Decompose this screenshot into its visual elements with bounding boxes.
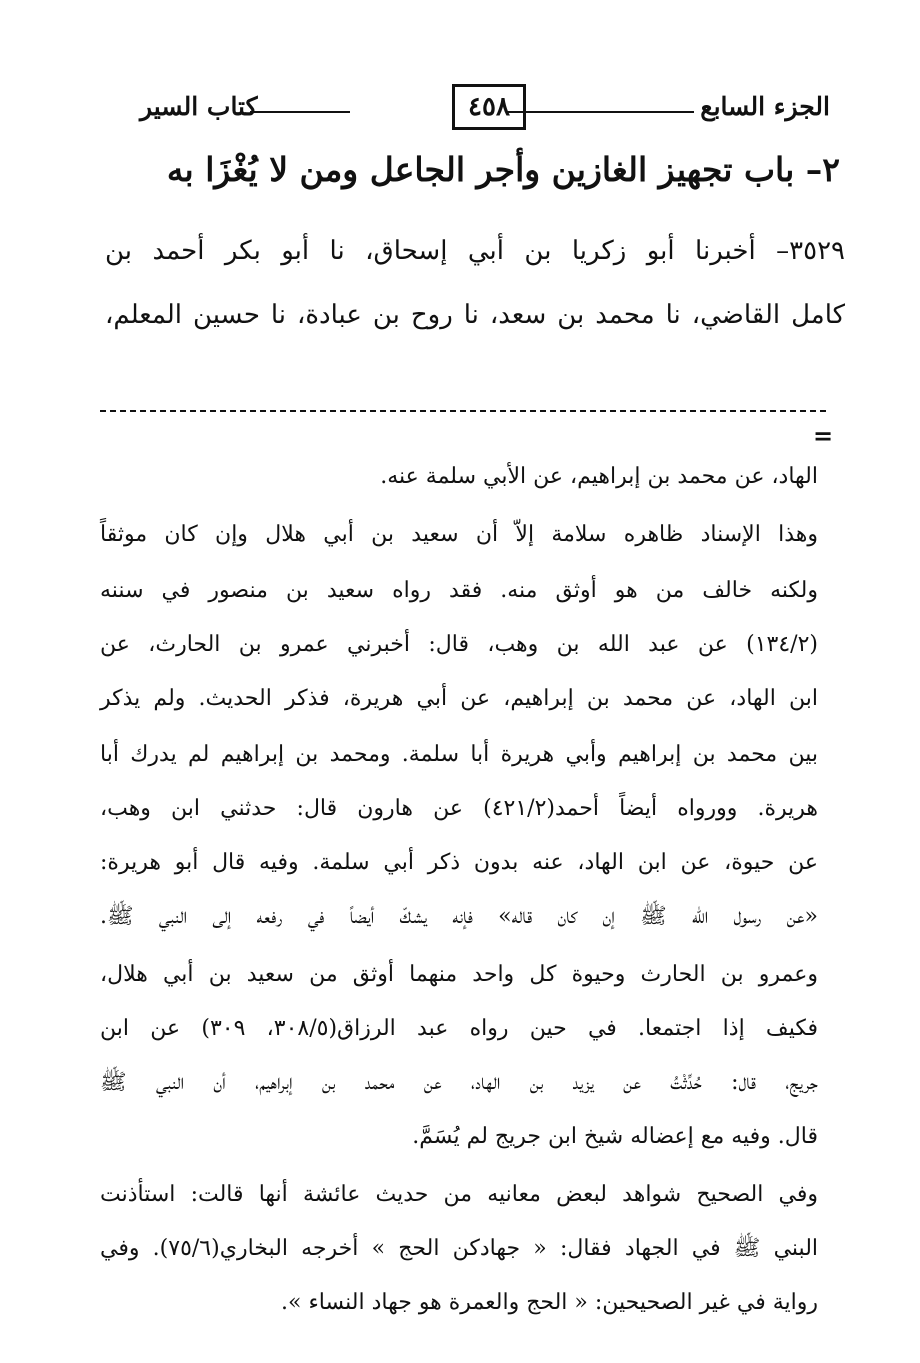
footnote-line: بين محمد بن إبراهيم وأبي هريرة أبا سلمة. ومحمد بن إبراهيم لم يدرك أبا <box>100 742 818 767</box>
footnote-line: البني ﷺ في الجهاد فقال: « جهادكن الحج » أخرجه البخاري(٧٥/٦). وفي <box>100 1236 819 1261</box>
footnote-separator <box>100 410 826 412</box>
chapter-title: ٢– باب تجهيز الغازين وأجر الجاعل ومن لا يُغْزَا به <box>166 150 840 189</box>
footnote-line: «عن رسول الله ﷺ إن كان قاله» فإنه يشكّ أيضاً في رفعه إلى النبي ﷺ. <box>100 904 818 929</box>
footnote-line: وفي الصحيح شواهد لبعض معانيه من حديث عائشة أنها قالت: استأذنت <box>100 1182 818 1207</box>
footnote-line: رواية في غير الصحيحين: « الحج والعمرة هو جهاد النساء ». <box>281 1290 818 1315</box>
footnote-line: فكيف إذا اجتمعا. في حين رواه عبد الرزاق(٣٠٨/٥، ٣٠٩) عن ابن <box>100 1016 819 1041</box>
footnote-line: ابن الهاد، عن محمد بن إبراهيم، عن أبي هريرة، فذكر الحديث. ولم يذكر <box>100 686 818 711</box>
footnote-line: الهاد، عن محمد بن إبراهيم، عن الأبي سلمة عنه. <box>380 464 818 489</box>
footnote-line: وعمرو بن الحارث وحيوة كل واحد منهما أوثق من سعيد بن أبي هلال، <box>100 962 818 987</box>
volume-label: الجزء السابع <box>700 92 830 121</box>
page-number: ٤٥٨ <box>452 84 526 130</box>
main-text-line: كامل القاضي، نا محمد بن سعد، نا روح بن عبادة، نا حسين المعلم، <box>105 300 845 330</box>
footnote-line: عن حيوة، عن ابن الهاد، عنه بدون ذكر أبي سلمة. وفيه قال أبو هريرة: <box>100 850 818 875</box>
footnote-line: (١٣٤/٢) عن عبد الله بن وهب، قال: أخبرني عمرو بن الحارث، عن <box>100 632 818 657</box>
header-rule-left <box>250 111 350 113</box>
footnote-line: قال. وفيه مع إعضاله شيخ ابن جريج لم يُسَمَّ. <box>412 1124 818 1149</box>
footnote-line: ولكنه خالف من هو أوثق منه. فقد رواه سعيد بن منصور في سننه <box>100 578 818 603</box>
main-text-line: ٣٥٢٩– أخبرنا أبو زكريا بن أبي إسحاق، نا أبو بكر أحمد بن <box>105 236 845 266</box>
footnote-line: هريرة. وورواه أيضاً أحمد(٤٢١/٢) عن هارون قال: حدثني ابن وهب، <box>100 796 819 821</box>
footnote-continuation-mark: = <box>813 421 834 450</box>
footnote-line: وهذا الإسناد ظاهره سلامة إلاّ أن سعيد بن أبي هلال وإن كان موثقاً <box>100 522 818 547</box>
book-title: كتاب السير <box>140 92 258 121</box>
footnote-line: جريج، قال: حُدِّثْتُ عن يزيد بن الهاد، عن محمد بن إبراهيم، أن النبي ﷺ <box>100 1070 818 1095</box>
header-rule-right <box>506 111 694 113</box>
page-header <box>110 78 830 138</box>
